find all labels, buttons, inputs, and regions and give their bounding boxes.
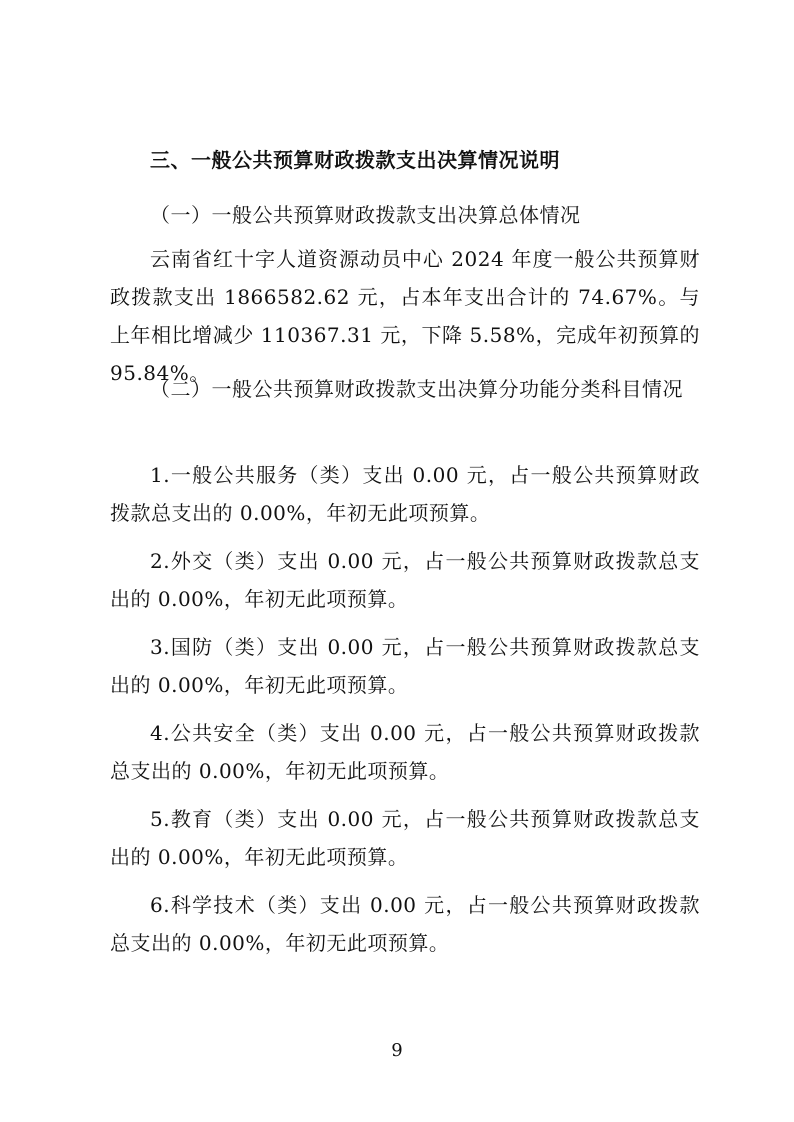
subsection-title-functional: （二）一般公共预算财政拨款支出决算分功能分类科目情况 bbox=[150, 377, 683, 401]
list-item-education: 5.教育（类）支出 0.00 元，占一般公共预算财政拨款总支出的 0.00%，年初无此项预算。 bbox=[110, 807, 700, 869]
list-item-foreign-affairs: 2.外交（类）支出 0.00 元，占一般公共预算财政拨款总支出的 0.00%，年初无此项预算。 bbox=[110, 549, 700, 611]
list-item-public-security: 4.公共安全（类）支出 0.00 元，占一般公共预算财政拨款总支出的 0.00%，年初无此项预算。 bbox=[110, 721, 700, 783]
list-item-national-defense: 3.国防（类）支出 0.00 元，占一般公共预算财政拨款总支出的 0.00%，年初无此项预算。 bbox=[110, 635, 700, 697]
subsection-title-overall: （一）一般公共预算财政拨款支出决算总体情况 bbox=[150, 203, 581, 227]
page-number: 9 bbox=[391, 1040, 403, 1061]
list-item-general-public-services: 1.一般公共服务（类）支出 0.00 元，占一般公共预算财政拨款总支出的 0.00%，年初无此项预算。 bbox=[110, 463, 700, 525]
section-heading: 三、一般公共预算财政拨款支出决算情况说明 bbox=[150, 148, 560, 172]
list-item-science-technology: 6.科学技术（类）支出 0.00 元，占一般公共预算财政拨款总支出的 0.00%，年初无此项预算。 bbox=[110, 893, 700, 955]
overall-paragraph: 云南省红十字人道资源动员中心 2024 年度一般公共预算财政拨款支出 1866582.62 元，占本年支出合计的 74.67%。与上年相比增减少 110367.31 元，下降 5.58%，完成年初预算的 95.84%。 bbox=[110, 247, 700, 385]
